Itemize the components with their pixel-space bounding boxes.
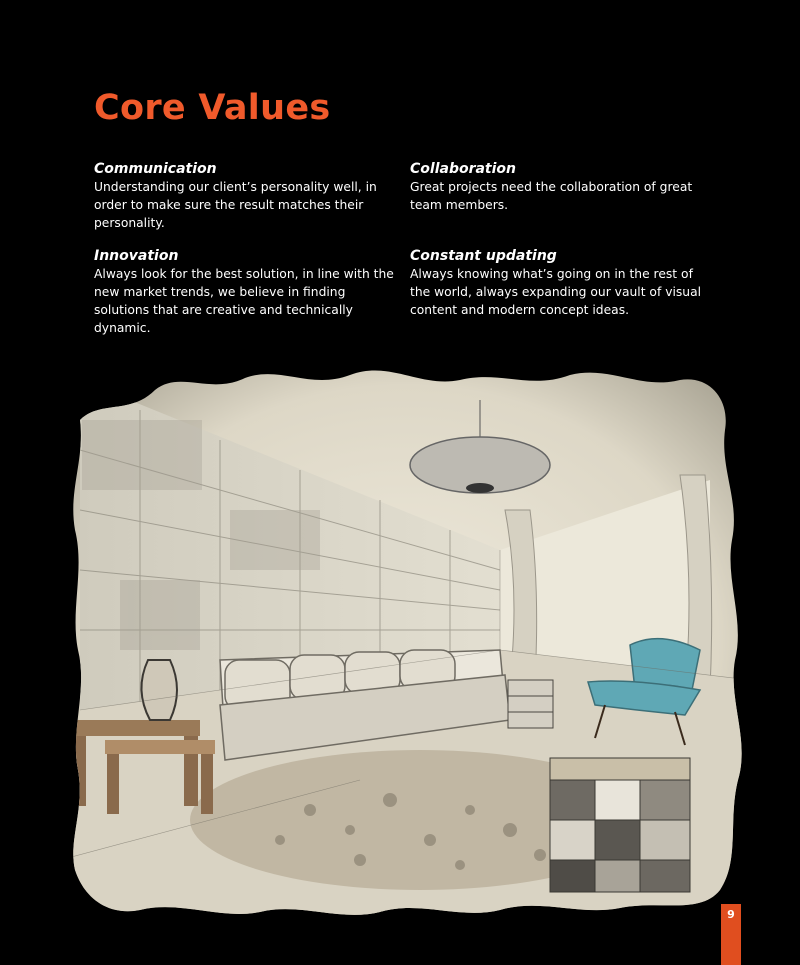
stacked-stool — [508, 680, 553, 728]
value-text: Understanding our client’s personality well, in order to make sure the result matches their personality. — [94, 180, 377, 230]
value-text: Great projects need the collaboration of great team members. — [410, 180, 693, 212]
vase — [141, 660, 177, 720]
value-communication — [94, 161, 394, 232]
core-values-grid — [94, 161, 734, 337]
page-title: Core Values — [94, 88, 331, 128]
value-text: Always knowing what’s going on in the rest of the world, always expanding our vault of visual content and modern concept ideas. — [410, 267, 702, 317]
value-heading: Collaboration — [410, 161, 517, 177]
value-collaboration — [410, 161, 710, 232]
value-constant-updating — [410, 248, 710, 337]
value-text: Always look for the best solution, in line with the new market trends, we believe in finding solutions that are creative and technically dynamic. — [94, 267, 394, 335]
value-heading: Constant updating — [410, 248, 557, 264]
patchwork-ottoman — [550, 758, 690, 892]
value-heading: Communication — [94, 161, 217, 177]
living-room-watercolor-illustration — [60, 360, 750, 920]
value-innovation — [94, 248, 394, 337]
page-number: 9 — [721, 904, 741, 965]
value-heading: Innovation — [94, 248, 179, 264]
